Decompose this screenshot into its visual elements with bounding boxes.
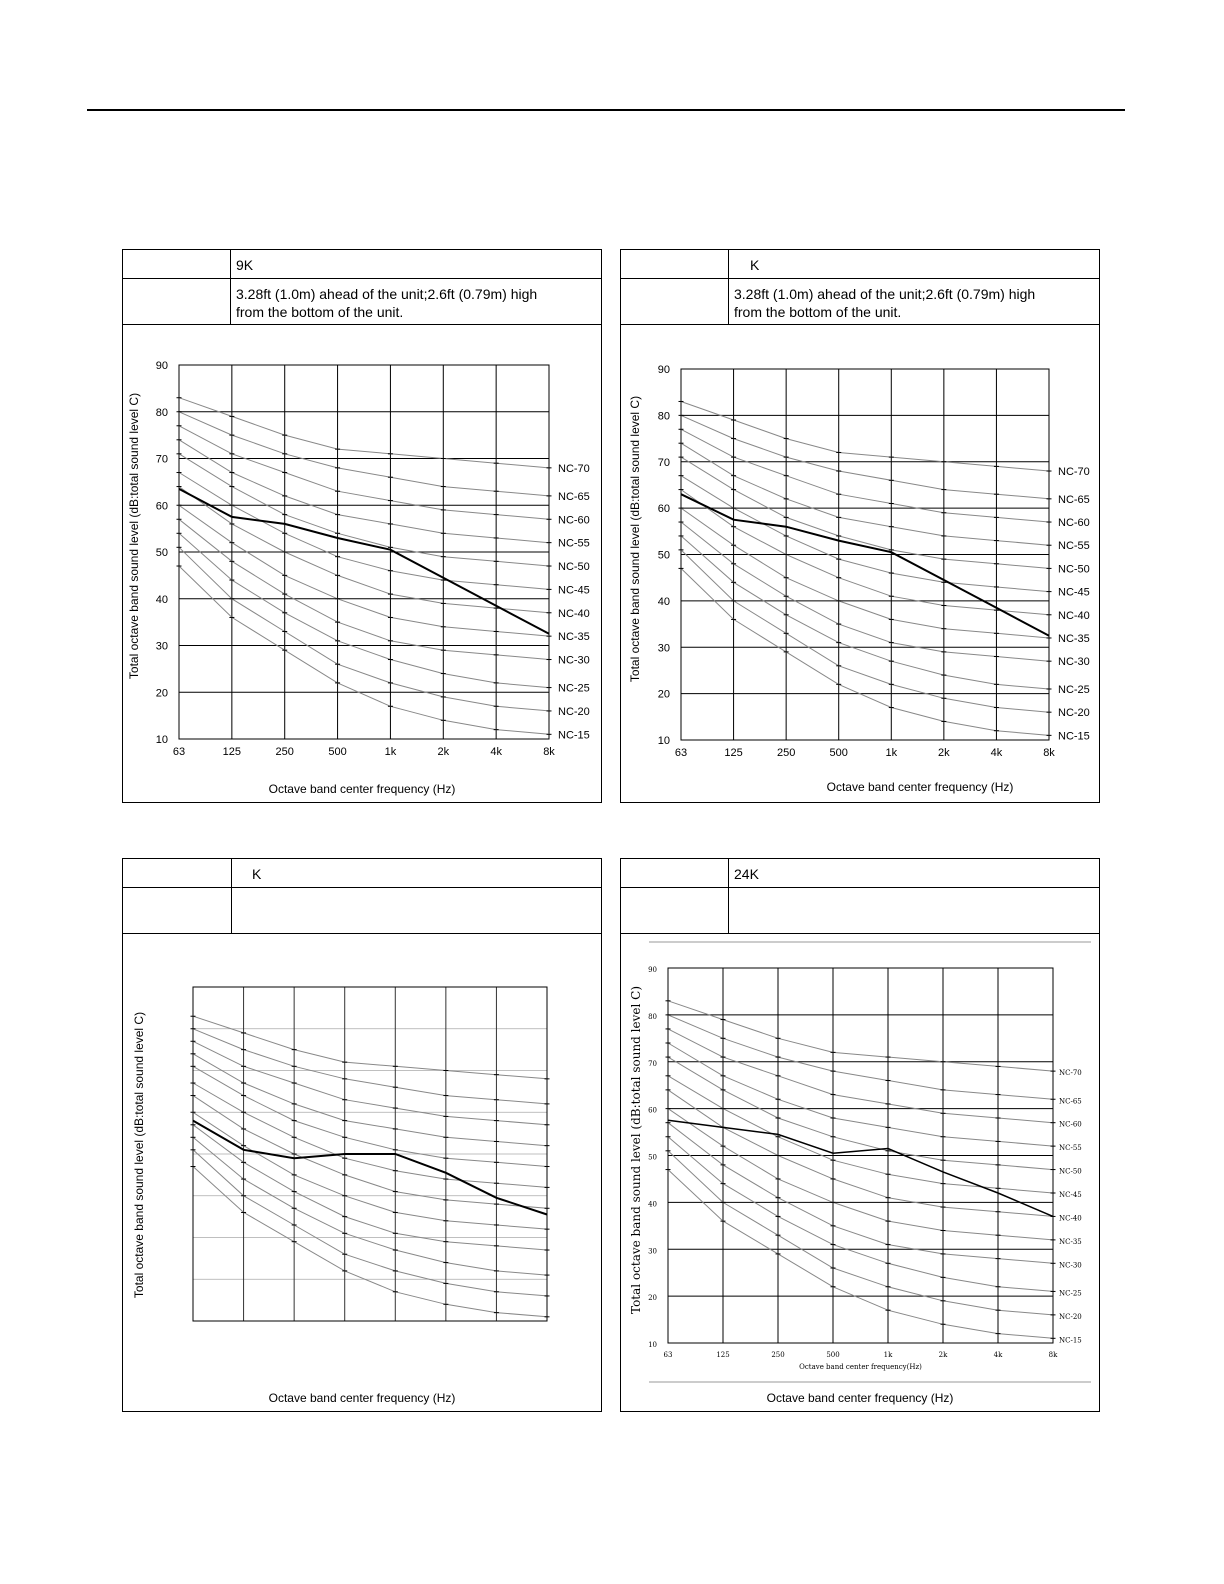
nc-label: NC-55 — [558, 537, 590, 550]
y-tick-label: 60 — [155, 500, 168, 513]
y-tick-label: 90 — [155, 360, 168, 372]
nc-curve — [179, 533, 549, 687]
nc-label: NC-55 — [1058, 540, 1090, 553]
condition-row — [123, 888, 601, 934]
x-tick-label: 63 — [663, 1351, 673, 1359]
header-divider — [230, 250, 231, 325]
nc-label: NC-65 — [558, 490, 590, 503]
x-tick-label: 1k — [384, 746, 397, 758]
nc-label: NC-60 — [1058, 517, 1090, 530]
nc-curve — [179, 454, 549, 566]
model-row — [123, 859, 601, 888]
nc-curve — [193, 1150, 547, 1296]
nc-label: NC-15 — [1058, 730, 1090, 743]
nc-label: NC-30 — [558, 654, 590, 667]
nc-label: NC-60 — [1059, 1120, 1082, 1129]
x-axis-title: Octave band center frequency (Hz) — [268, 1391, 456, 1405]
x-tick-label: 2k — [938, 1351, 948, 1359]
x-tick-label: 125 — [222, 746, 242, 758]
nc-curve — [193, 1137, 547, 1275]
y-tick-label: 50 — [648, 1153, 657, 1162]
nc-label: NC-15 — [1059, 1336, 1082, 1345]
x-tick-label: 63 — [674, 747, 688, 759]
model-label: K — [252, 866, 262, 882]
nc-label: NC-20 — [1058, 707, 1090, 720]
y-tick-label: 50 — [155, 547, 168, 559]
model-row — [123, 250, 601, 279]
nc-curve — [668, 1015, 1053, 1099]
condition-row — [123, 279, 601, 325]
nc-label: NC-70 — [1058, 466, 1090, 479]
y-tick-label: 10 — [657, 735, 670, 747]
nc-label: NC-20 — [558, 705, 590, 718]
nc-label: NC-45 — [1059, 1191, 1082, 1199]
x-tick-label: 63 — [172, 746, 186, 758]
nc-label: NC-65 — [1059, 1097, 1082, 1106]
y-axis-title: Total octave band sound level (dB:total sound level C) — [127, 392, 141, 680]
nc-label: NC-50 — [558, 561, 590, 574]
model-row — [621, 859, 1099, 888]
nc-label: NC-70 — [558, 462, 590, 475]
x-tick-label: 2k — [437, 746, 450, 758]
nc-curve — [668, 1057, 1053, 1170]
condition-text: 3.28ft (1.0m) ahead of the unit;2.6ft (0.79m) high from the bottom of the unit. — [734, 286, 1036, 320]
y-tick-label: 10 — [155, 734, 168, 746]
nc-label: NC-40 — [1058, 609, 1090, 622]
nc-label: NC-35 — [558, 631, 590, 644]
y-tick-label: 70 — [648, 1059, 657, 1068]
nc-curve — [668, 1001, 1053, 1071]
x-tick-label: 125 — [716, 1351, 730, 1359]
y-axis-title: Total octave band sound level (dB:total sound level C) — [132, 1011, 146, 1299]
nc-curve — [179, 473, 549, 590]
x-tick-label: 8k — [1043, 747, 1055, 759]
chart-panel-1 — [122, 249, 602, 803]
model-label: 24K — [734, 866, 759, 882]
nc-curve — [668, 1076, 1053, 1193]
y-tick-label: 60 — [648, 1106, 657, 1115]
y-tick-label: 60 — [657, 503, 670, 516]
y-tick-label: 90 — [648, 966, 657, 974]
nc-label: NC-45 — [1058, 586, 1090, 599]
x-tick-label: 4k — [993, 1351, 1003, 1359]
x-tick-label: 250 — [275, 746, 294, 758]
x-tick-label: 250 — [776, 747, 796, 759]
nc-curve — [179, 398, 549, 468]
header-divider — [231, 859, 232, 934]
x-tick-label: 4k — [490, 746, 502, 758]
x-tick-label: 500 — [328, 746, 347, 758]
x-tick-label: 250 — [771, 1351, 785, 1359]
y-tick-label: 30 — [155, 640, 168, 653]
nc-label: NC-40 — [558, 607, 590, 620]
nc-label: NC-55 — [1059, 1144, 1082, 1153]
nc-curve — [193, 1083, 547, 1187]
y-tick-label: 80 — [657, 410, 670, 423]
x-tick-label: 2k — [938, 747, 950, 759]
x-tick-label: 500 — [829, 747, 848, 759]
y-tick-label: 10 — [648, 1341, 657, 1349]
nc-curve — [179, 412, 549, 496]
x-tick-label: 8k — [1048, 1351, 1058, 1359]
x-axis-title: Octave band center frequency (Hz) — [826, 780, 1014, 794]
nc-label: NC-45 — [558, 584, 590, 597]
nc-label: NC-20 — [1059, 1312, 1082, 1321]
nc-chart-3 — [123, 935, 601, 1411]
x-tick-label: 500 — [826, 1351, 840, 1359]
y-tick-label: 50 — [657, 549, 670, 562]
measured-line — [193, 1121, 547, 1215]
y-tick-label: 40 — [155, 593, 168, 606]
y-tick-label: 20 — [648, 1294, 657, 1303]
nc-label: NC-30 — [1058, 656, 1090, 669]
y-tick-label: 80 — [648, 1012, 657, 1021]
header-divider — [728, 250, 729, 325]
nc-label: NC-60 — [558, 514, 590, 527]
nc-label: NC-50 — [1058, 563, 1090, 576]
nc-curve — [681, 457, 1049, 568]
condition-row — [621, 279, 1099, 325]
y-tick-label: 90 — [657, 364, 670, 376]
y-tick-label: 20 — [155, 687, 168, 700]
nc-curve — [193, 1016, 547, 1079]
x-axis-title: Octave band center frequency (Hz) — [268, 782, 456, 796]
condition-row — [621, 888, 1099, 934]
header-divider — [728, 859, 729, 934]
nc-label: NC-35 — [1059, 1237, 1082, 1246]
x-tick-label: 125 — [724, 747, 743, 759]
nc-chart-2 — [621, 326, 1099, 802]
y-tick-label: 70 — [155, 453, 168, 466]
nc-label: NC-25 — [1059, 1289, 1082, 1298]
nc-curve — [193, 1066, 547, 1166]
nc-curve — [681, 550, 1049, 712]
model-row — [621, 250, 1099, 279]
top-rule — [87, 109, 1125, 111]
condition-text: 3.28ft (1.0m) ahead of the unit;2.6ft (0.79m) high from the bottom of the unit. — [236, 286, 538, 320]
y-tick-label: 40 — [657, 595, 670, 608]
nc-chart-4 — [621, 935, 1099, 1411]
nc-curve — [681, 476, 1049, 592]
nc-label: NC-35 — [1058, 632, 1090, 645]
nc-curve — [681, 536, 1049, 689]
nc-label: NC-70 — [1059, 1069, 1082, 1078]
x-axis-title: Octave band center frequency (Hz) — [766, 1391, 954, 1405]
x-tick-label: 4k — [990, 747, 1003, 759]
x-tick-label: 1k — [885, 747, 898, 759]
y-tick-label: 70 — [657, 456, 670, 469]
y-axis-title: Total octave band sound level (dB:total sound level C) — [629, 986, 643, 1314]
chart-panel-2 — [620, 249, 1100, 803]
nc-label: NC-50 — [1059, 1167, 1082, 1176]
nc-curve — [681, 415, 1049, 498]
model-label: K — [750, 257, 760, 273]
nc-label: NC-25 — [1058, 683, 1090, 696]
nc-label: NC-15 — [558, 729, 590, 742]
nc-curve — [681, 402, 1049, 472]
nc-label: NC-30 — [1059, 1261, 1082, 1270]
y-tick-label: 80 — [155, 406, 168, 419]
chart-panel-4 — [620, 858, 1100, 1412]
y-tick-label: 40 — [648, 1200, 657, 1209]
nc-chart-1 — [123, 326, 601, 802]
nc-curve — [668, 1137, 1053, 1292]
y-tick-label: 30 — [648, 1247, 657, 1256]
nc-label: NC-40 — [1059, 1214, 1082, 1223]
y-tick-label: 30 — [657, 642, 670, 655]
x-tick-label: 8k — [543, 746, 555, 758]
nc-curve — [193, 1029, 547, 1104]
nc-curve — [179, 547, 549, 711]
x-tick-label: 1k — [883, 1351, 893, 1359]
y-tick-label: 20 — [657, 688, 670, 701]
nc-label: NC-65 — [1058, 493, 1090, 506]
model-label: 9K — [236, 257, 254, 273]
y-axis-title: Total octave band sound level (dB:total sound level C) — [628, 395, 642, 683]
nc-label: NC-25 — [558, 682, 590, 695]
nc-curve — [668, 1151, 1053, 1315]
chart-panel-3 — [122, 858, 602, 1412]
inner-x-axis-title: Octave band center frequency(Hz) — [799, 1363, 922, 1371]
